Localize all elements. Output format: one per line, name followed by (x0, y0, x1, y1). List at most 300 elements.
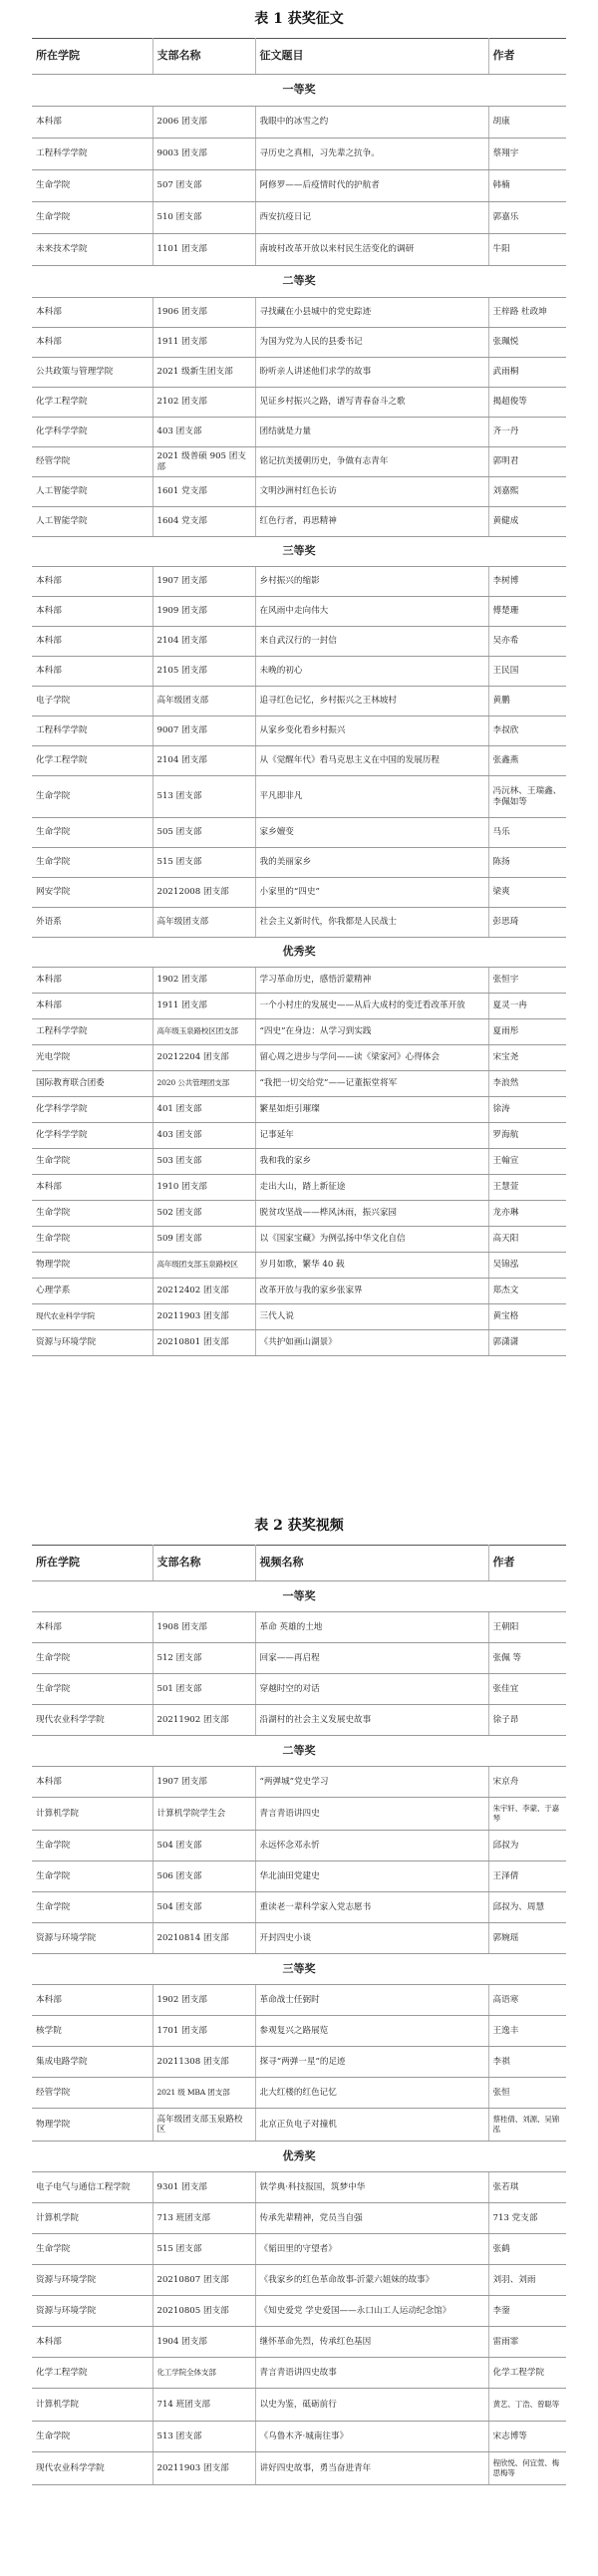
cell-author: 夏灵一冉 (488, 994, 566, 1019)
cell-author: 张鑫燕 (488, 746, 566, 776)
cell-branch: 501 团支部 (152, 1674, 255, 1705)
cell-title: 小家里的“四史” (255, 878, 488, 908)
section-label: 一等奖 (32, 1581, 566, 1612)
table-row (32, 878, 566, 908)
cell-title: 《知史爱党 学史爱国——永口山工人运动纪念馆》 (255, 2296, 488, 2327)
cell-author: 雷雨霏 (488, 2327, 566, 2358)
cell-branch: 503 团支部 (152, 1149, 255, 1175)
cell-branch: 2006 团支部 (152, 107, 255, 139)
cell-title: 传承先辈精神，党员当自强 (255, 2203, 488, 2234)
cell-college: 本科部 (32, 328, 152, 358)
table-row (32, 1612, 566, 1643)
cell-college: 本科部 (32, 627, 152, 657)
cell-branch: 1911 团支部 (152, 994, 255, 1019)
cell-author: 张鹤 (488, 2234, 566, 2265)
cell-college: 化学科学学院 (32, 418, 152, 447)
cell-title: 一个小村庄的发展史——从后大成村的变迁看改革开放 (255, 994, 488, 1019)
table1-header-row (32, 39, 566, 75)
cell-college: 人工智能学院 (32, 477, 152, 507)
cell-branch: 20212204 团支部 (152, 1045, 255, 1071)
cell-branch: 504 团支部 (152, 1831, 255, 1861)
cell-branch: 515 团支部 (152, 2234, 255, 2265)
table2-caption: 表 2 获奖视频 (254, 1518, 344, 1534)
cell-branch: 401 团支部 (152, 1097, 255, 1123)
cell-author: 王梓路 杜政坤 (488, 298, 566, 328)
cell-branch: 1101 团支部 (152, 234, 255, 266)
cell-author: 齐一丹 (488, 418, 566, 447)
cell-branch: 513 团支部 (152, 776, 255, 818)
cell-title: 平凡即非凡 (255, 776, 488, 818)
cell-college: 电子学院 (32, 687, 152, 716)
cell-title: 寻历史之真相，习先辈之抗争。 (255, 139, 488, 170)
table-row (32, 2172, 566, 2203)
table-row (32, 818, 566, 848)
cell-branch: 2105 团支部 (152, 657, 255, 687)
cell-college: 现代农业科学学院 (32, 1705, 152, 1736)
cell-college: 生命学院 (32, 818, 152, 848)
cell-college: 生命学院 (32, 1643, 152, 1674)
table-row (32, 2078, 566, 2109)
table-row (32, 418, 566, 447)
cell-title: 学习革命历史，感悟沂蒙精神 (255, 968, 488, 994)
table-row (32, 567, 566, 597)
section-label: 优秀奖 (32, 938, 566, 968)
cell-college: 本科部 (32, 994, 152, 1019)
cell-branch: 20211903 团支部 (152, 1304, 255, 1330)
cell-college: 未来技术学院 (32, 234, 152, 266)
cell-title: 北京正负电子对撞机 (255, 2109, 488, 2142)
cell-branch: 20210814 团支部 (152, 1923, 255, 1954)
table-row (32, 597, 566, 627)
cell-title: 铭记抗美援朝历史，争做有志青年 (255, 447, 488, 477)
cell-branch: 507 团支部 (152, 170, 255, 202)
cell-branch: 高年级玉泉路校区团支部 (152, 1019, 255, 1045)
cell-college: 生命学院 (32, 1892, 152, 1923)
cell-college: 物理学院 (32, 1253, 152, 1279)
section-row (32, 938, 566, 968)
cell-title: 铁学典·科技报国，筑梦中华 (255, 2172, 488, 2203)
table-row (32, 328, 566, 358)
table2-header-row (32, 1546, 566, 1581)
table-row (32, 2234, 566, 2265)
cell-author: 王慧萱 (488, 1175, 566, 1201)
table-row (32, 657, 566, 687)
cell-title: 从《觉醒年代》看马克思主义在中国的发展历程 (255, 746, 488, 776)
cell-branch: 1701 团支部 (152, 2016, 255, 2047)
cell-college: 生命学院 (32, 1674, 152, 1705)
cell-author: 徐子昂 (488, 1705, 566, 1736)
cell-college: 化学工程学院 (32, 388, 152, 418)
cell-title: 留心周之进步与学问——读《梁家河》心得体会 (255, 1045, 488, 1071)
section-label: 三等奖 (32, 1954, 566, 1985)
cell-college: 资源与环境学院 (32, 1330, 152, 1356)
table-row (32, 2358, 566, 2389)
cell-branch: 2102 团支部 (152, 388, 255, 418)
cell-author: 武雨桐 (488, 358, 566, 388)
cell-college: 资源与环境学院 (32, 2265, 152, 2296)
cell-author: 张珮悦 (488, 328, 566, 358)
cell-author: 王朝阳 (488, 1612, 566, 1643)
table-row (32, 1674, 566, 1705)
cell-branch: 高年级团支部 (152, 908, 255, 938)
cell-college: 资源与环境学院 (32, 2296, 152, 2327)
cell-title: 《乌鲁木齐·城南往事》 (255, 2422, 488, 2452)
cell-college: 经管学院 (32, 447, 152, 477)
cell-title: 西安抗疫日记 (255, 202, 488, 234)
table-row (32, 1705, 566, 1736)
cell-title: 见证乡村振兴之路，谱写青春奋斗之歌 (255, 388, 488, 418)
table-row (32, 447, 566, 477)
cell-author: 邱叔为 (488, 1831, 566, 1861)
cell-branch: 1910 团支部 (152, 1175, 255, 1201)
cell-author: 张恒宇 (488, 968, 566, 994)
cell-branch: 1907 团支部 (152, 567, 255, 597)
cell-college: 网安学院 (32, 878, 152, 908)
cell-author: 郭婉瑶 (488, 1923, 566, 1954)
table1-caption: 表 1 获奖征文 (254, 11, 344, 27)
cell-college: 现代农业科学学院 (32, 2452, 152, 2485)
cell-author: 罗海航 (488, 1123, 566, 1149)
cell-college: 外语系 (32, 908, 152, 938)
cell-author: 郑杰文 (488, 1279, 566, 1304)
cell-author: 程欣悦、何宜萱、梅思梅等 (488, 2452, 566, 2485)
cell-college: 经管学院 (32, 2078, 152, 2109)
table-row (32, 388, 566, 418)
cell-author: 黄艺、丁浩、曾聪等 (488, 2389, 566, 2422)
cell-title: 讲好四史故事，勇当奋进青年 (255, 2452, 488, 2485)
table-row (32, 1227, 566, 1253)
cell-college: 化学工程学院 (32, 746, 152, 776)
table-row (32, 1892, 566, 1923)
cell-branch: 2021 级普硕 905 团支部 (152, 447, 255, 477)
cell-title: 在风雨中走向伟大 (255, 597, 488, 627)
table-row (32, 1798, 566, 1831)
cell-author: 蔡桂倩、刘源、吴锦泓 (488, 2109, 566, 2142)
table-row (32, 1923, 566, 1954)
cell-author: 李树博 (488, 567, 566, 597)
cell-college: 计算机学院 (32, 1798, 152, 1831)
cell-title: 来自武汉行的一封信 (255, 627, 488, 657)
header-author: 作者 (488, 39, 566, 75)
cell-title: 追寻红色记忆，乡村振兴之王林坡村 (255, 687, 488, 716)
cell-branch: 1601 党支部 (152, 477, 255, 507)
cell-college: 计算机学院 (32, 2203, 152, 2234)
cell-college: 本科部 (32, 1175, 152, 1201)
table-row (32, 107, 566, 139)
table-row (32, 2296, 566, 2327)
cell-title: 革命 英雄的土地 (255, 1612, 488, 1643)
header-title: 视频名称 (255, 1546, 488, 1581)
cell-author: 刘羽、刘雨 (488, 2265, 566, 2296)
table-row (32, 2109, 566, 2142)
table-row (32, 1861, 566, 1892)
cell-college: 生命学院 (32, 848, 152, 878)
cell-title: 青言青语讲四史故事 (255, 2358, 488, 2389)
cell-author: 夏雨彤 (488, 1019, 566, 1045)
table-row (32, 477, 566, 507)
cell-branch: 1908 团支部 (152, 1612, 255, 1643)
cell-branch: 510 团支部 (152, 202, 255, 234)
table-row (32, 1123, 566, 1149)
table-row (32, 507, 566, 537)
cell-college: 工程科学学院 (32, 716, 152, 746)
cell-author: 龙亦琳 (488, 1201, 566, 1227)
cell-branch: 1911 团支部 (152, 328, 255, 358)
cell-title: 重读老一辈科学家入党志愿书 (255, 1892, 488, 1923)
table-row (32, 1643, 566, 1674)
cell-branch: 513 团支部 (152, 2422, 255, 2452)
cell-branch: 高年级团支部玉泉路校区 (152, 2109, 255, 2142)
section-row (32, 1581, 566, 1612)
cell-author: 黄鹏 (488, 687, 566, 716)
cell-branch: 20212008 团支部 (152, 878, 255, 908)
cell-author: 陈扬 (488, 848, 566, 878)
cell-title: 走出大山，踏上新征途 (255, 1175, 488, 1201)
table-row (32, 1175, 566, 1201)
cell-title: 繁星如炬引璀璨 (255, 1097, 488, 1123)
cell-title: 我和我的家乡 (255, 1149, 488, 1175)
cell-branch: 515 团支部 (152, 848, 255, 878)
table-row (32, 1767, 566, 1798)
section-label: 优秀奖 (32, 2142, 566, 2172)
table-row (32, 2422, 566, 2452)
header-college: 所在学院 (32, 1546, 152, 1581)
cell-author: 马乐 (488, 818, 566, 848)
cell-author: 王泽倩 (488, 1861, 566, 1892)
cell-branch: 2021 级 MBA 团支部 (152, 2078, 255, 2109)
cell-author: 彭思琦 (488, 908, 566, 938)
cell-college: 人工智能学院 (32, 507, 152, 537)
cell-college: 生命学院 (32, 1201, 152, 1227)
cell-author: 冯沅林、王瑞鑫、李佩如等 (488, 776, 566, 818)
cell-branch: 403 团支部 (152, 418, 255, 447)
table-row (32, 1201, 566, 1227)
cell-college: 化学科学学院 (32, 1123, 152, 1149)
cell-branch: 2104 团支部 (152, 627, 255, 657)
table-row (32, 1985, 566, 2016)
cell-author: 高语寒 (488, 1985, 566, 2016)
cell-author: 刘嘉熙 (488, 477, 566, 507)
cell-branch: 504 团支部 (152, 1892, 255, 1923)
cell-college: 光电学院 (32, 1045, 152, 1071)
cell-branch: 高年级团支部 (152, 687, 255, 716)
cell-title: 我的美丽家乡 (255, 848, 488, 878)
table-row (32, 234, 566, 266)
cell-branch: 1909 团支部 (152, 597, 255, 627)
cell-author: 朱宇轩、李蒙、于嘉琴 (488, 1798, 566, 1831)
cell-college: 计算机学院 (32, 2389, 152, 2422)
cell-branch: 20210805 团支部 (152, 2296, 255, 2327)
cell-author: 张佳宜 (488, 1674, 566, 1705)
cell-college: 集成电路学院 (32, 2047, 152, 2078)
section-label: 二等奖 (32, 1736, 566, 1767)
cell-author: 宋志博等 (488, 2422, 566, 2452)
cell-title: 从家乡变化看乡村振兴 (255, 716, 488, 746)
table-row (32, 1071, 566, 1097)
cell-title: 沿湖村的社会主义发展史故事 (255, 1705, 488, 1736)
cell-title: 《韬田里的守望者》 (255, 2234, 488, 2265)
cell-title: 探寻“两弹一星”的足迹 (255, 2047, 488, 2078)
cell-branch: 713 班团支部 (152, 2203, 255, 2234)
table-row (32, 908, 566, 938)
table-row (32, 1831, 566, 1861)
cell-branch: 502 团支部 (152, 1201, 255, 1227)
cell-author: 化学工程学院 (488, 2358, 566, 2389)
table-row (32, 848, 566, 878)
cell-branch: 1907 团支部 (152, 1767, 255, 1798)
cell-title: 南坡村改革开放以来村民生活变化的调研 (255, 234, 488, 266)
cell-branch: 20211902 团支部 (152, 1705, 255, 1736)
header-title: 征文题目 (255, 39, 488, 75)
cell-title: 永远怀念邓永忻 (255, 1831, 488, 1861)
cell-college: 核学院 (32, 2016, 152, 2047)
cell-branch: 化工学院全体支部 (152, 2358, 255, 2389)
cell-author: 牛阳 (488, 234, 566, 266)
section-row (32, 75, 566, 107)
section-label: 三等奖 (32, 537, 566, 567)
cell-branch: 714 班团支部 (152, 2389, 255, 2422)
section-row (32, 2142, 566, 2172)
cell-college: 物理学院 (32, 2109, 152, 2142)
cell-college: 资源与环境学院 (32, 1923, 152, 1954)
cell-title: “两弹城”党史学习 (255, 1767, 488, 1798)
cell-author: 张恒 (488, 2078, 566, 2109)
cell-author: 张佩 等 (488, 1643, 566, 1674)
cell-author: 蔡翔宇 (488, 139, 566, 170)
cell-branch: 506 团支部 (152, 1861, 255, 1892)
cell-college: 本科部 (32, 968, 152, 994)
cell-branch: 20210807 团支部 (152, 2265, 255, 2296)
cell-title: 寻找藏在小县城中的党史踪迹 (255, 298, 488, 328)
cell-title: 开封四史小谈 (255, 1923, 488, 1954)
table-row (32, 170, 566, 202)
cell-author: 李蓥 (488, 2296, 566, 2327)
section-row (32, 266, 566, 298)
cell-college: 本科部 (32, 1985, 152, 2016)
table2 (32, 1507, 566, 2485)
table-row (32, 2265, 566, 2296)
cell-title: 三代人说 (255, 1304, 488, 1330)
cell-branch: 1906 团支部 (152, 298, 255, 328)
cell-author: 李浪然 (488, 1071, 566, 1097)
cell-author: 黄宝格 (488, 1304, 566, 1330)
table-row (32, 1330, 566, 1356)
cell-title: 未晚的初心 (255, 657, 488, 687)
table1 (32, 0, 566, 1356)
cell-branch: 20210801 团支部 (152, 1330, 255, 1356)
cell-college: 化学工程学院 (32, 2358, 152, 2389)
table-row (32, 1045, 566, 1071)
section-label: 一等奖 (32, 75, 566, 107)
cell-author: 张若琪 (488, 2172, 566, 2203)
cell-branch: 1902 团支部 (152, 968, 255, 994)
cell-author: 徐涛 (488, 1097, 566, 1123)
cell-author: 邱叔为、周慧 (488, 1892, 566, 1923)
cell-branch: 2021 级新生团支部 (152, 358, 255, 388)
section-row (32, 537, 566, 567)
cell-college: 生命学院 (32, 1227, 152, 1253)
table-row (32, 139, 566, 170)
table-row (32, 1304, 566, 1330)
cell-college: 工程科学学院 (32, 1019, 152, 1045)
cell-college: 本科部 (32, 298, 152, 328)
table-row (32, 2016, 566, 2047)
table-row (32, 1279, 566, 1304)
cell-branch: 2104 团支部 (152, 746, 255, 776)
cell-branch: 1904 团支部 (152, 2327, 255, 2358)
header-college: 所在学院 (32, 39, 152, 75)
table-row (32, 776, 566, 818)
table-row (32, 994, 566, 1019)
cell-author: 傅楚珊 (488, 597, 566, 627)
cell-branch: 20212402 团支部 (152, 1279, 255, 1304)
cell-branch: 512 团支部 (152, 1643, 255, 1674)
cell-author: 王逸丰 (488, 2016, 566, 2047)
cell-title: 《共护如画山湖景》 (255, 1330, 488, 1356)
cell-title: 团结就是力量 (255, 418, 488, 447)
cell-author: 713 党支部 (488, 2203, 566, 2234)
cell-branch: 高年级团支部玉泉路校区 (152, 1253, 255, 1279)
cell-branch: 403 团支部 (152, 1123, 255, 1149)
cell-college: 生命学院 (32, 776, 152, 818)
cell-college: 本科部 (32, 107, 152, 139)
cell-branch: 1902 团支部 (152, 1985, 255, 2016)
cell-author: 揭超俊等 (488, 388, 566, 418)
cell-title: “我把一切交给党”——记董振堂将军 (255, 1071, 488, 1097)
cell-title: “四史”在身边：从学习到实践 (255, 1019, 488, 1045)
cell-college: 生命学院 (32, 1149, 152, 1175)
table-row (32, 1097, 566, 1123)
table-row (32, 1149, 566, 1175)
cell-title: 以《国家宝藏》为例弘扬中华文化自信 (255, 1227, 488, 1253)
cell-author: 李祺 (488, 2047, 566, 2078)
cell-author: 黄健成 (488, 507, 566, 537)
cell-title: 回家——再启程 (255, 1643, 488, 1674)
cell-title: 家乡嬗变 (255, 818, 488, 848)
cell-author: 梁爽 (488, 878, 566, 908)
table-row (32, 2452, 566, 2485)
header-author: 作者 (488, 1546, 566, 1581)
table-row (32, 968, 566, 994)
cell-college: 生命学院 (32, 1831, 152, 1861)
cell-college: 公共政策与管理学院 (32, 358, 152, 388)
cell-title: 改革开放与我的家乡张家界 (255, 1279, 488, 1304)
cell-college: 生命学院 (32, 202, 152, 234)
cell-college: 本科部 (32, 1612, 152, 1643)
header-branch: 支部名称 (152, 1546, 255, 1581)
cell-author: 高天阳 (488, 1227, 566, 1253)
table-row (32, 627, 566, 657)
cell-author: 王翰宣 (488, 1149, 566, 1175)
cell-branch: 1604 党支部 (152, 507, 255, 537)
cell-branch: 505 团支部 (152, 818, 255, 848)
cell-author: 韩楠 (488, 170, 566, 202)
cell-author: 宋宝尧 (488, 1045, 566, 1071)
cell-college: 工程科学学院 (32, 139, 152, 170)
cell-author: 郭明君 (488, 447, 566, 477)
cell-title: 继怀革命先烈，传承红色基因 (255, 2327, 488, 2358)
cell-author: 郭嘉乐 (488, 202, 566, 234)
cell-branch: 计算机学院学生会 (152, 1798, 255, 1831)
cell-college: 本科部 (32, 657, 152, 687)
cell-title: 脱贫攻坚战——桦风沐雨，振兴家园 (255, 1201, 488, 1227)
table-row (32, 687, 566, 716)
cell-college: 本科部 (32, 2327, 152, 2358)
cell-college: 本科部 (32, 597, 152, 627)
cell-title: 我眼中的冰雪之约 (255, 107, 488, 139)
cell-title: 北大红楼的红色记忆 (255, 2078, 488, 2109)
cell-title: 盼听亲人讲述他们求学的故事 (255, 358, 488, 388)
